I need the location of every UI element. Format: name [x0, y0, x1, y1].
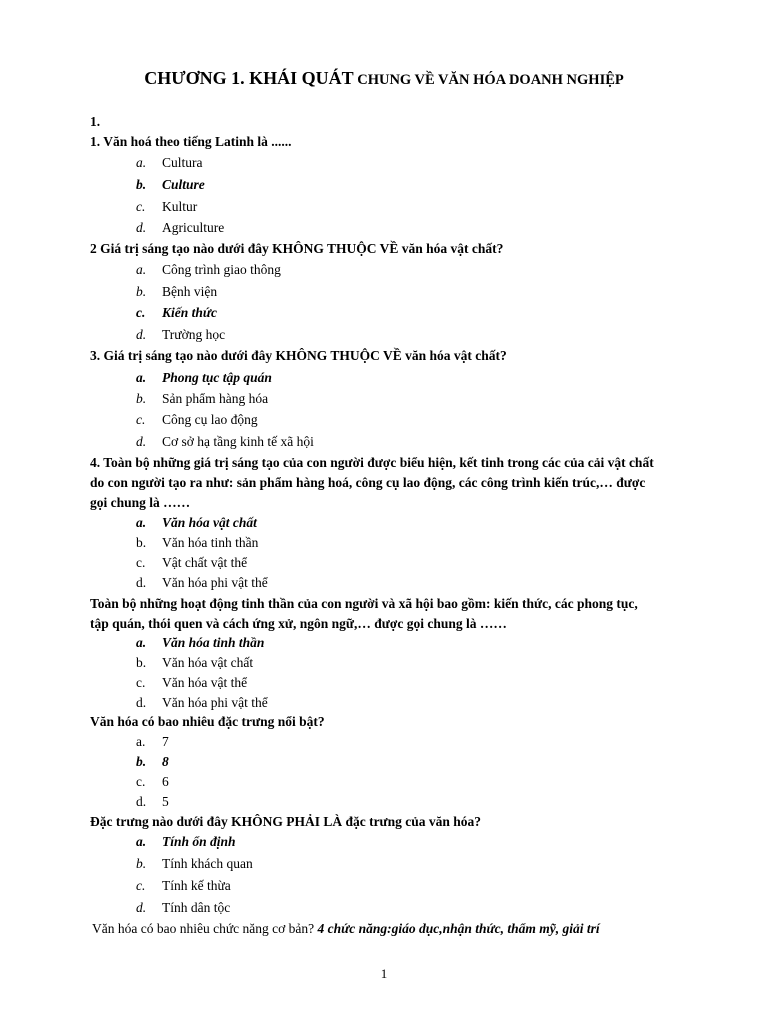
question-8-text: Văn hóa có bao nhiêu chức năng cơ bản?	[92, 921, 318, 936]
question-6: Văn hóa có bao nhiêu đặc trưng nổi bật?	[90, 714, 325, 729]
option-1d: d. Agriculture	[136, 220, 225, 235]
option-3b: b. Sản phẩm hàng hóa	[136, 391, 269, 406]
option-1c: c. Kultur	[136, 199, 198, 214]
option-2a: a. Công trình giao thông	[136, 262, 281, 277]
option-7c: c. Tính kế thừa	[136, 878, 231, 893]
option-3a: a. Phong tục tập quán	[136, 370, 272, 385]
page-title	[0, 68, 768, 89]
option-5a: a. Văn hóa tinh thần	[136, 635, 265, 650]
option-1b: b. Culture	[136, 177, 205, 192]
option-4b: b. Văn hóa tinh thần	[136, 535, 259, 550]
option-6d: d. 5	[136, 794, 169, 809]
question-8-answer: 4 chức năng:giáo dục,nhận thức, thẩm mỹ, giải trí	[317, 921, 600, 936]
question-2: 2 Giá trị sáng tạo nào dưới đây KHÔNG THUỘC VỀ văn hóa vật chất?	[90, 241, 504, 256]
question-3: 3. Giá trị sáng tạo nào dưới đây KHÔNG THUỘC VỀ văn hóa vật chất?	[90, 348, 507, 363]
option-5b: b. Văn hóa vật chất	[136, 655, 254, 670]
question-5-line-2: tập quán, thói quen và cách ứng xử, ngôn ngữ,… được gọi chung là ……	[90, 616, 507, 631]
option-6a: a. 7	[136, 734, 169, 749]
option-7a: a. Tính ổn định	[136, 834, 236, 849]
option-2b: b. Bệnh viện	[136, 284, 218, 299]
question-1: 1. Văn hoá theo tiếng Latinh là ......	[90, 134, 292, 149]
question-4-line-3: gọi chung là ……	[90, 495, 191, 510]
option-4d: d. Văn hóa phi vật thể	[136, 575, 268, 590]
title-part-1: CHƯƠNG 1. KHÁI QUÁT	[144, 68, 354, 88]
question-7: Đặc trưng nào dưới đây KHÔNG PHẢI LÀ đặc trưng của văn hóa?	[90, 814, 482, 829]
option-5d: d. Văn hóa phi vật thể	[136, 695, 268, 710]
option-4a: a. Văn hóa vật chất	[136, 515, 257, 530]
option-5c: c. Văn hóa vật thể	[136, 675, 248, 690]
option-3d: d. Cơ sở hạ tầng kinh tế xã hội	[136, 434, 314, 449]
option-3c: c. Công cụ lao động	[136, 412, 258, 427]
option-2c: c. Kiến thức	[136, 305, 217, 320]
option-7d: d. Tính dân tộc	[136, 900, 231, 915]
option-1a: a. Cultura	[136, 155, 203, 170]
option-2d: d. Trường học	[136, 327, 226, 342]
option-6b: b. 8	[136, 754, 169, 769]
question-8	[92, 921, 600, 937]
option-4c: c. Vật chất vật thể	[136, 555, 248, 570]
section-marker: 1.	[90, 114, 101, 129]
title-part-2: CHUNG VỀ VĂN HÓA DOANH NGHIỆP	[353, 72, 624, 88]
option-7b: b. Tính khách quan	[136, 856, 253, 871]
option-6c: c. 6	[136, 774, 169, 789]
question-4-line-1: 4. Toàn bộ những giá trị sáng tạo của con người được biểu hiện, kết tinh trong các của cải vật chất	[90, 455, 654, 470]
question-4-line-2: do con người tạo ra như: sản phẩm hàng hoá, công cụ lao động, các công trình kiến trúc,… được	[90, 475, 646, 490]
question-5-line-1: Toàn bộ những hoạt động tinh thần của con người và xã hội bao gồm: kiến thức, các phong tục,	[90, 596, 638, 611]
page-number: 1	[380, 966, 388, 981]
